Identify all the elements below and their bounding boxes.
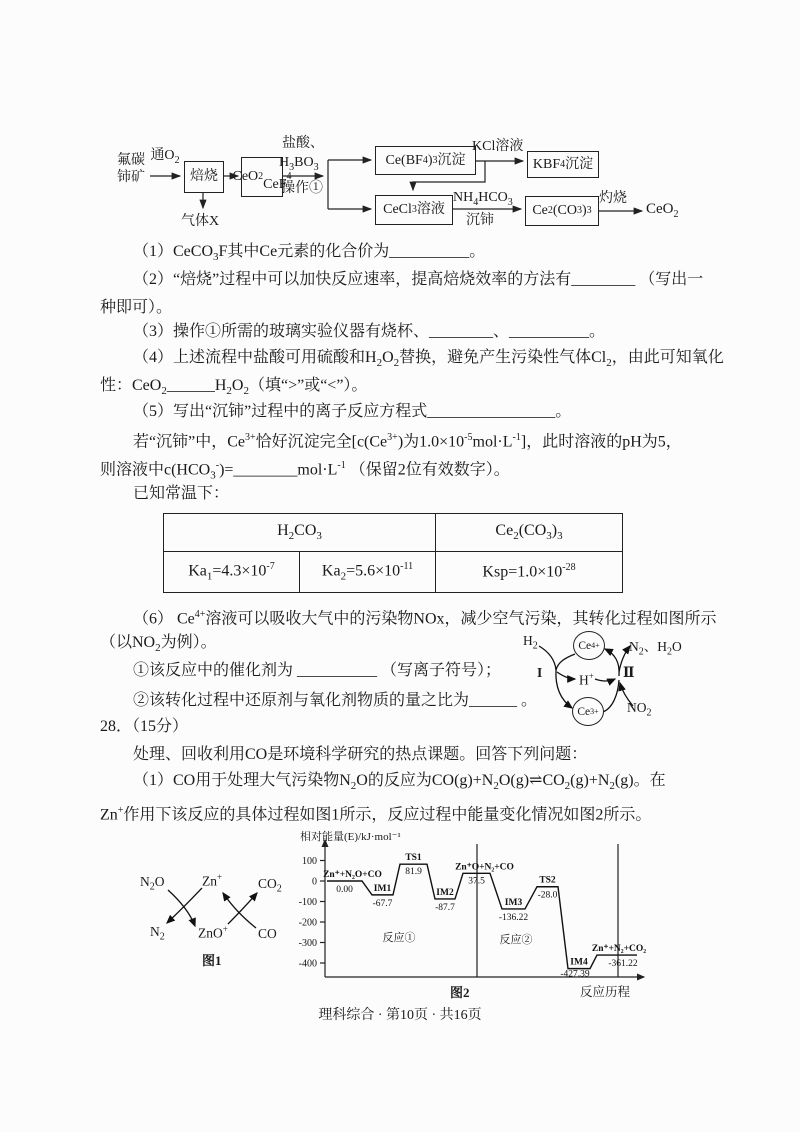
flow-operation1-label: 操作① — [281, 181, 323, 196]
stage-label: IM1 — [373, 883, 392, 894]
question-2-line1: （2）“焙烧”过程中可以加快反应速率，提高焙烧效率的方法有________ （写出一 — [133, 271, 704, 288]
cycle-no2-label: $NO_2$ — [627, 700, 652, 719]
flow-product-label: CeO$_2$ — [646, 201, 679, 220]
known-conditions-label: 已知常温下： — [133, 485, 230, 502]
stage-label: Zn⁺+N₂O+CO — [323, 870, 382, 880]
stage-label: IM3 — [504, 897, 523, 908]
cycle-step-ii-label: Ⅱ — [623, 665, 635, 680]
y-tick-label: 0 — [312, 876, 317, 888]
stage-label: Zn⁺O+N₂+CO — [455, 862, 514, 873]
cycle-step-i-label: I — [537, 665, 543, 680]
cycle-n2-h2o-label: $N_2$、$H_2O$ — [629, 639, 682, 658]
stage-energy-value: -427.39 — [560, 969, 590, 980]
stage-label: TS1 — [405, 853, 422, 864]
question-6-item2: ②该转化过程中还原剂与氧化剂物质的量之比为______ 。 — [133, 692, 538, 709]
flow-reagent1-label: 盐酸、 — [282, 136, 324, 151]
ce-cycle-arrows — [523, 620, 723, 748]
cycle-ce3-node: Ce 3+ — [572, 697, 604, 726]
ce-cycle-diagram — [523, 620, 723, 748]
figure-1-zn-cycle — [138, 866, 308, 966]
stage-energy-value: -28.0 — [537, 890, 558, 901]
flow-ceo2-cef4-box: CeO 2 CeF 4 — [241, 157, 283, 197]
question-5-note1: 若“沉铈”中，$Ce^{3+}$恰好沉淀完全[$c(Ce^{3+})$为$1.0\times 10^{-5}mol\cdot L^{-1}$]，此时溶液的pH为5， — [133, 432, 682, 451]
cycle-ce4-node: Ce 4+ — [573, 631, 605, 660]
fig1-n2o-label: $N_2O$ — [140, 874, 165, 893]
question-28-1-line1: （1）CO用于处理大气污染物$N_2O$的反应为$CO(g)+N_2O(g)\rightleftharpoons CO_2(g)+N_2(g)$。在 — [133, 772, 666, 793]
fig1-co-label: CO — [258, 926, 277, 941]
flow-cebf4-box: Ce(BF 4 ) 3 沉淀 — [375, 146, 476, 175]
stage-energy-value: -87.7 — [435, 902, 455, 913]
question-6-line2: （以$NO_2$为例）。 — [100, 634, 217, 655]
question-28-heading: 28．（15分） — [100, 718, 189, 735]
fig1-zno-label: ZnO+ — [198, 924, 228, 941]
fig1-zn-label: Zn+ — [202, 872, 223, 889]
question-1: （1）CeCO$_3$F其中Ce元素的化合价为__________。 — [133, 243, 486, 264]
flow-o2-label: 通$O_2$ — [150, 148, 180, 166]
flow-chence-label: 沉铈 — [466, 213, 494, 228]
stage-label: TS2 — [539, 875, 556, 886]
table-header-h2co3: $H_2CO_3$ — [164, 514, 436, 552]
figure-2-energy-diagram — [298, 826, 743, 1004]
question-28-1-line2: Zn+作用下该反应的具体过程如图1所示，反应过程中能量变化情况如图2所示。 — [100, 805, 652, 824]
process-flowchart — [110, 135, 710, 240]
y-tick-label: -100 — [298, 897, 317, 908]
stage-label: Zn⁺+N₂+CO₂ — [591, 944, 647, 955]
question-6-item1: ①该反应中的催化剂为 __________ （写离子符号）； — [133, 662, 502, 679]
question-5-note2: 则溶液中$c(HCO_3^-)=\_\_\_\_\_\_\_\_mol\cdot L^{-1}$ （保留2位有效数字）。 — [100, 460, 510, 482]
stage-energy-value: -361.22 — [608, 959, 638, 970]
stage-label: IM4 — [570, 957, 588, 968]
page-footer: 理科综合 · 第10页 · 共16页 — [318, 1008, 482, 1023]
fig2-x-axis-label: 反应历程 — [580, 985, 631, 999]
flow-nh4hco3-label: $NH_4HCO_3$ — [453, 190, 513, 208]
question-6-line1: （6） $Ce^{4+}$溶液可以吸收大气中的污染物NOx，减少空气污染，其转化过程如图所示 — [133, 609, 717, 628]
flow-reagent2-label: $H_3BO_3$ — [279, 155, 319, 173]
table-header-ce2co33: $Ce_2(CO_3)_3$ — [436, 514, 623, 552]
question-4-line2: 性：$CeO_2\_\_\_\_\_\_H_2O_2$（填“>”或“<”）。 — [100, 377, 368, 398]
question-4-line1: （4）上述流程中盐酸可用硫酸和$H_2O_2$替换，避免产生污染性气体$Cl_2$，由此可知氧化 — [133, 349, 724, 370]
figure-2-caption: 图2 — [450, 985, 470, 1000]
fig1-co2-label: $CO_2$ — [258, 876, 282, 895]
reaction-region-label: 反应② — [499, 934, 533, 946]
constants-table — [163, 513, 623, 593]
fig2-y-axis-label: 相对能量(E)/kJ·mol⁻¹ — [300, 831, 401, 843]
flow-roast-box: 焙烧 — [184, 161, 224, 193]
fig1-n2-label: $N_2$ — [150, 924, 165, 943]
reaction-region-label: 反应① — [382, 932, 416, 944]
question-5: （5）写出“沉铈”过程中的离子反应方程式________________。 — [133, 403, 572, 420]
stage-energy-value: 81.9 — [405, 867, 422, 878]
cycle-hplus-label: H+ — [579, 671, 594, 688]
table-cell-ka2: $Ka_2=5.6\times 10^{-11}$ — [300, 552, 436, 593]
flow-cecl3-box: CeCl 3 溶液 — [375, 195, 453, 225]
y-tick-label: 100 — [302, 856, 317, 867]
y-tick-label: -200 — [298, 917, 317, 929]
cycle-h2-label: $H_2$ — [523, 633, 538, 652]
flow-kcl-label: KCl溶液 — [472, 139, 524, 154]
stage-label: IM2 — [436, 887, 454, 898]
flow-kbf4-box: KBF 4 沉淀 — [527, 151, 599, 178]
question-3: （3）操作①所需的玻璃实验仪器有烧杯、________、__________。 — [133, 323, 606, 340]
energy-diagram-plot — [298, 826, 743, 1004]
question-28-intro: 处理、回收利用CO是环境科学研究的热点课题。回答下列问题： — [133, 746, 588, 763]
flow-source-label: 氟碳 铈矿 — [117, 153, 145, 185]
stage-energy-value: -136.22 — [498, 912, 529, 923]
flow-gas-label: 气体X — [181, 214, 220, 229]
flow-zhuoshao-label: 灼烧 — [599, 191, 627, 206]
stage-energy-value: 37.5 — [468, 876, 485, 887]
y-tick-label: -300 — [298, 938, 317, 949]
figure-1-caption: 图1 — [202, 953, 222, 968]
flow-ce2co3-box: Ce 2 (CO 3 ) 3 — [525, 196, 599, 226]
table-cell-ka1: $Ka_1=4.3\times 10^{-7}$ — [164, 552, 300, 593]
question-2-line2: 种即可）。 — [100, 299, 173, 316]
stage-energy-value: 0.00 — [336, 885, 353, 895]
stage-energy-value: -67.7 — [372, 898, 393, 909]
y-tick-label: -400 — [298, 958, 317, 970]
table-cell-ksp: $Ksp=1.0\times 10^{-28}$ — [436, 552, 623, 593]
